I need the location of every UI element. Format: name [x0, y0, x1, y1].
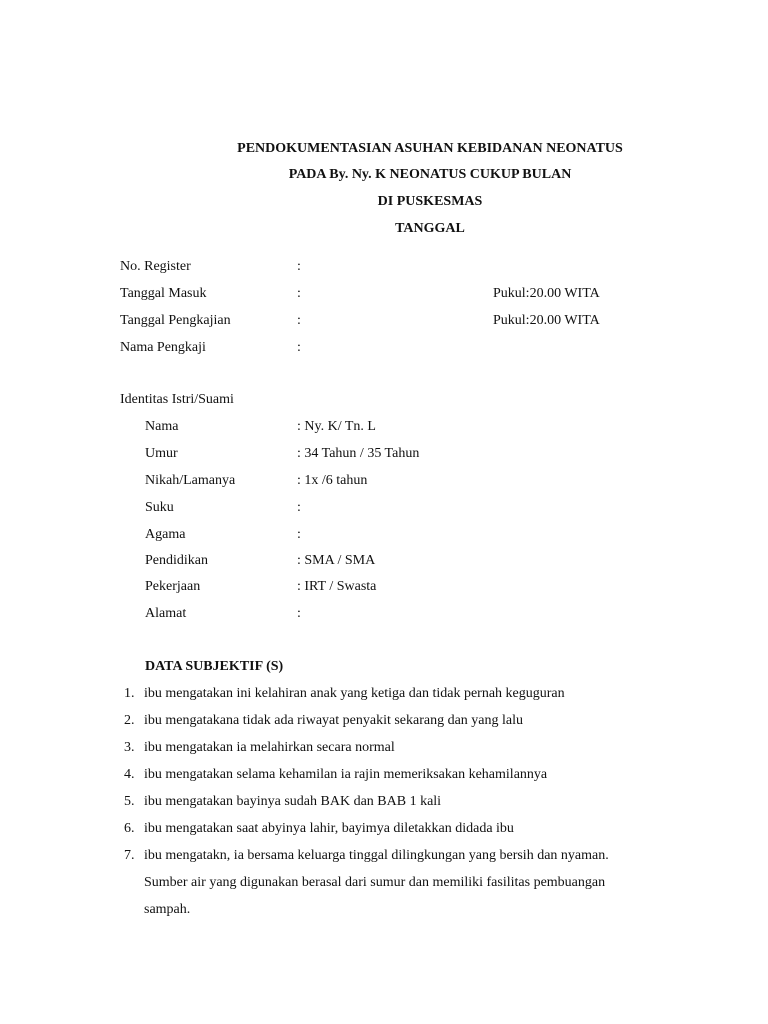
field-label: Tanggal Pengkajian [120, 313, 231, 328]
identity-value: : IRT / Swasta [297, 579, 377, 594]
field-colon: : [297, 340, 301, 355]
field-label: Nama Pengkaji [120, 340, 206, 355]
field-colon: : [297, 259, 301, 274]
identity-value: : 34 Tahun / 35 Tahun [297, 446, 420, 461]
list-number: 6. [124, 821, 135, 836]
identity-value: : [297, 500, 301, 515]
list-number: 3. [124, 740, 135, 755]
identity-label: Alamat [145, 606, 187, 621]
list-number: 7. [124, 848, 135, 863]
identity-value: : SMA / SMA [297, 553, 376, 568]
document-title-line-4: TANGGAL [395, 221, 465, 236]
identity-label: Umur [145, 446, 178, 461]
field-time: Pukul:20.00 WITA [493, 313, 600, 328]
identity-label: Pekerjaan [145, 579, 201, 594]
list-text: ibu mengatakan selama kehamilan ia rajin memeriksakan kehamilannya [144, 767, 548, 782]
identity-label: Nikah/Lamanya [145, 473, 236, 488]
list-text: ibu mengatakan ia melahirkan secara normal [144, 740, 395, 755]
section-heading-subjective: DATA SUBJEKTIF (S) [145, 659, 284, 674]
list-number: 4. [124, 767, 135, 782]
document-title-line-1: PENDOKUMENTASIAN ASUHAN KEBIDANAN NEONATUS [237, 141, 623, 156]
list-text: ibu mengatakana tidak ada riwayat penyakit sekarang dan yang lalu [144, 713, 524, 728]
field-time: Pukul:20.00 WITA [493, 286, 600, 301]
document-title-line-2: PADA By. Ny. K NEONATUS CUKUP BULAN [288, 167, 572, 182]
list-text: ibu mengatakan bayinya sudah BAK dan BAB 1 kali [144, 794, 442, 809]
field-label: Tanggal Masuk [120, 286, 207, 301]
identity-label: Suku [145, 500, 174, 515]
identity-label: Agama [145, 527, 186, 542]
identity-value: : 1x /6 tahun [297, 473, 368, 488]
field-colon: : [297, 313, 301, 328]
identity-label: Pendidikan [145, 553, 208, 568]
list-text: ibu mengatakan saat abyinya lahir, bayimya diletakkan didada ibu [144, 821, 514, 836]
list-text: ibu mengatakan ini kelahiran anak yang ketiga dan tidak pernah keguguran [144, 686, 565, 701]
identity-label: Nama [145, 419, 179, 434]
identity-value: : Ny. K/ Tn. L [297, 419, 376, 434]
field-colon: : [297, 286, 301, 301]
identity-heading: Identitas Istri/Suami [120, 392, 234, 407]
identity-value: : [297, 606, 301, 621]
list-text: ibu mengatakn, ia bersama keluarga tinggal dilingkungan yang bersih dan nyaman. Sumber air yang digunakan berasal dari sumur dan memiliki fasilitas pembuangan sampah. [144, 848, 609, 917]
list-number: 5. [124, 794, 135, 809]
field-label: No. Register [120, 259, 191, 274]
identity-value: : [297, 527, 301, 542]
list-number: 2. [124, 713, 135, 728]
list-number: 1. [124, 686, 135, 701]
document-title-line-3: DI PUSKESMAS [377, 194, 483, 209]
